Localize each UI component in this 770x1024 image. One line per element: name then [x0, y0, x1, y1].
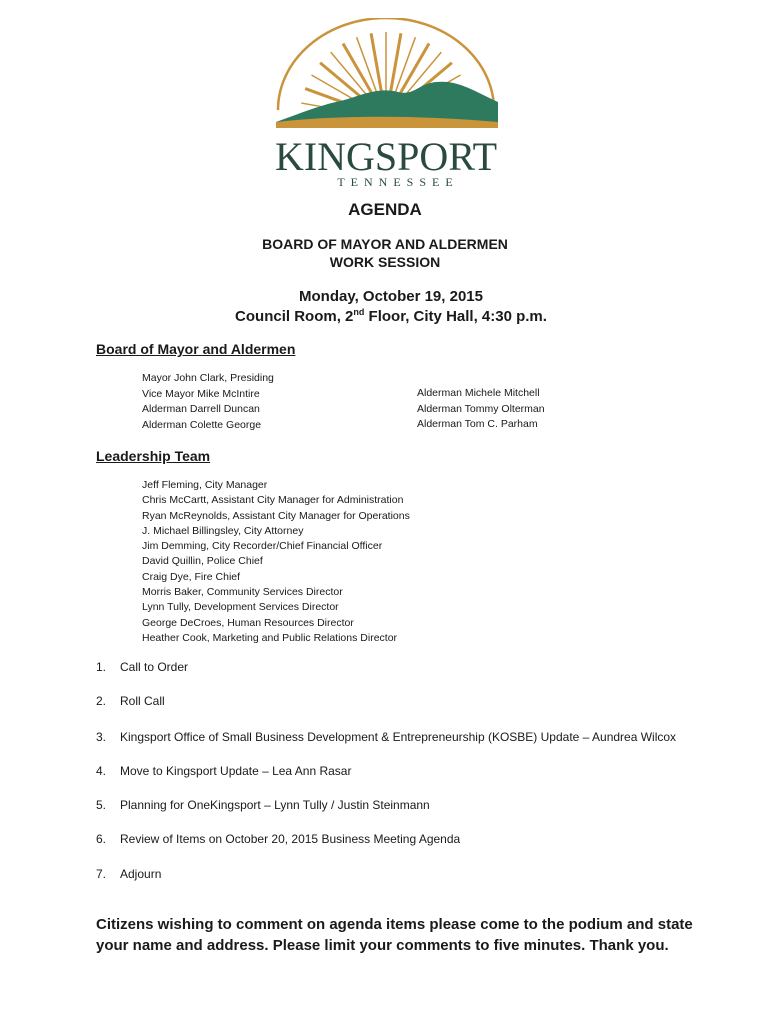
agenda-item-text: Adjourn — [120, 867, 162, 881]
board-member: Vice Mayor Mike McIntire — [142, 387, 260, 400]
location-post: Floor, City Hall, 4:30 p.m. — [364, 308, 547, 325]
agenda-item-text: Roll Call — [120, 694, 165, 708]
agenda-item — [96, 867, 161, 881]
kingsport-logo — [258, 18, 514, 188]
leadership-member: Heather Cook, Marketing and Public Relations Director — [142, 631, 398, 644]
board-member: Mayor John Clark, Presiding — [142, 372, 274, 384]
kingsport-sun-mountain-emblem — [258, 18, 514, 188]
leadership-member: David Quillin, Police Chief — [142, 555, 263, 568]
agenda-item — [96, 730, 676, 744]
agenda-item-text: Call to Order — [120, 660, 189, 674]
agenda-item — [96, 798, 430, 812]
leadership-member: Craig Dye, Fire Chief — [142, 570, 241, 583]
board-list-left — [142, 371, 274, 433]
agenda-item-text: Kingsport Office of Small Business Development & Entrepreneurship (KOSBE) Update – Aundrea Wilcox — [120, 730, 677, 744]
leadership-list — [142, 478, 410, 646]
leadership-heading: Leadership Team — [96, 448, 211, 464]
leadership-member: Morris Baker, Community Services Director — [142, 586, 343, 599]
sun-ray — [371, 33, 382, 98]
leadership-member: Jeff Fleming, City Manager — [142, 479, 268, 491]
board-member: Alderman Darrell Duncan — [142, 403, 260, 415]
agenda-item-number: 7. — [96, 867, 107, 881]
board-title: BOARD OF MAYOR AND ALDERMEN — [262, 236, 508, 252]
agenda-item-text: Move to Kingsport Update – Lea Ann Rasar — [120, 764, 352, 778]
agenda-item-number: 1. — [96, 660, 107, 674]
agenda-item — [96, 764, 351, 778]
session-title: WORK SESSION — [329, 254, 441, 270]
board-heading: Board of Mayor and Aldermen — [96, 341, 296, 357]
board-member: Alderman Tom C. Parham — [417, 418, 538, 430]
leadership-member: Chris McCartt, Assistant City Manager for Administration — [142, 494, 404, 507]
agenda-item — [96, 694, 165, 708]
agenda-item-number: 4. — [96, 764, 107, 778]
leadership-member: Jim Demming, City Recorder/Chief Financial Officer — [142, 540, 383, 553]
leadership-member: J. Michael Billingsley, City Attorney — [142, 524, 304, 537]
agenda-item-number: 2. — [96, 694, 107, 708]
agenda-item-text: Review of Items on October 20, 2015 Business Meeting Agenda — [120, 832, 461, 846]
board-list-right — [417, 386, 545, 433]
agenda-item-text: Planning for OneKingsport – Lynn Tully / Justin Steinmann — [120, 798, 430, 812]
board-member: Alderman Tommy Olterman — [417, 402, 545, 415]
agenda-item — [96, 660, 188, 674]
public-comment-notice: Citizens wishing to comment on agenda items please come to the podium and state your name and address. Please limit your comments to five minutes. Thank you. — [96, 916, 693, 954]
agenda-item-number: 3. — [96, 730, 107, 744]
meeting-date: Monday, October 19, 2015 — [299, 288, 483, 305]
leadership-member: George DeCroes, Human Resources Director — [142, 616, 354, 629]
agenda-item-number: 5. — [96, 798, 107, 812]
leadership-member: Lynn Tully, Development Services Director — [142, 601, 339, 614]
location-sup: nd — [353, 307, 365, 317]
leadership-member: Ryan McReynolds, Assistant City Manager for Operations — [142, 509, 410, 522]
location-pre: Council Room, 2 — [235, 308, 354, 325]
logo-wordmark: KINGSPORT — [274, 134, 498, 179]
sun-ray — [389, 33, 400, 98]
board-member: Alderman Michele Mitchell — [417, 387, 540, 399]
board-member: Alderman Colette George — [142, 418, 262, 431]
page-title: AGENDA — [348, 200, 422, 219]
agenda-item — [96, 832, 460, 846]
agenda-item-number: 6. — [96, 832, 107, 846]
meeting-location — [6, 307, 770, 325]
logo-state: TENNESSEE — [337, 175, 459, 188]
